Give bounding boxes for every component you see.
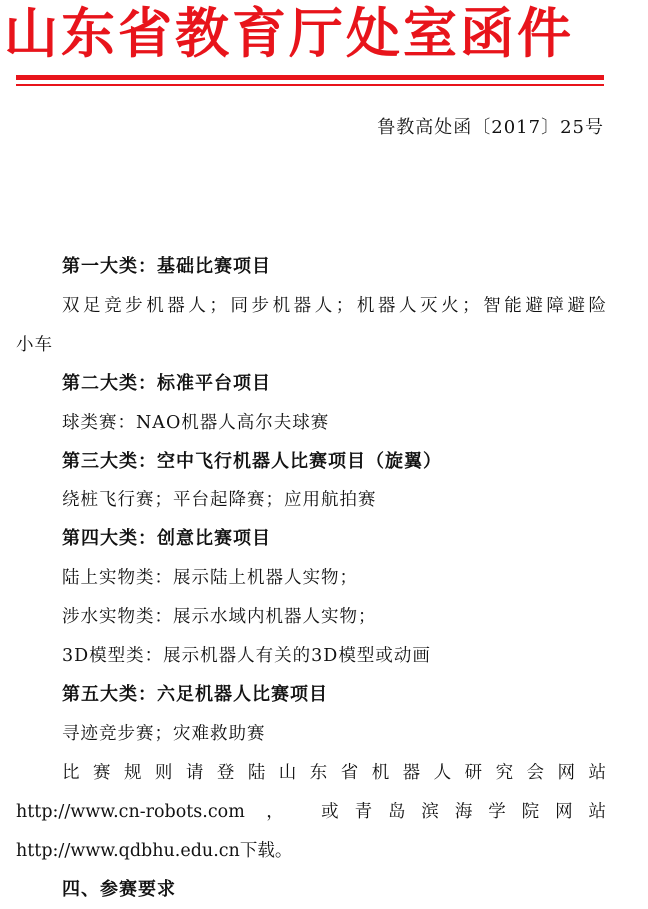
letterhead-rule-thick [16,75,604,80]
category-4-heading: 第四大类：创意比赛项目 [16,520,606,559]
letterhead-title: 山东省教育厅处室函件 [4,2,644,66]
letterhead-rule-thin [16,84,604,86]
category-3-text: 绕桩飞行赛；平台起降赛；应用航拍赛 [16,481,606,520]
category-3-heading: 第三大类：空中飞行机器人比赛项目（旋翼） [16,443,606,482]
rules-text-line-3: http://www.qdbhu.edu.cn下载。 [16,832,606,871]
document-body [16,248,606,909]
rules-text-line-1: 比赛规则请登陆山东省机器人研究会网站 [16,754,606,793]
category-1-text-line-2: 小车 [16,326,606,365]
category-4-item-1: 陆上实物类：展示陆上机器人实物； [16,559,606,598]
category-4-item-3: 3D模型类：展示机器人有关的3D模型或动画 [16,637,606,676]
section-4-heading: 四、参赛要求 [16,871,606,909]
category-2-heading: 第二大类：标准平台项目 [16,365,606,404]
category-2-text: 球类赛：NAO机器人高尔夫球赛 [16,404,606,443]
category-1-heading: 第一大类：基础比赛项目 [16,248,606,287]
category-5-heading: 第五大类：六足机器人比赛项目 [16,676,606,715]
category-5-text: 寻迹竞步赛；灾难救助赛 [16,715,606,754]
category-4-item-2: 涉水实物类：展示水域内机器人实物； [16,598,606,637]
category-1-text-line-1: 双足竞步机器人；同步机器人；机器人灭火；智能避障避险 [16,287,606,326]
document-number: 鲁教高处函〔2017〕25号 [377,114,604,142]
rules-text-line-2: http://www.cn-robots.com ， 或青岛滨海学院网站 [16,793,606,832]
